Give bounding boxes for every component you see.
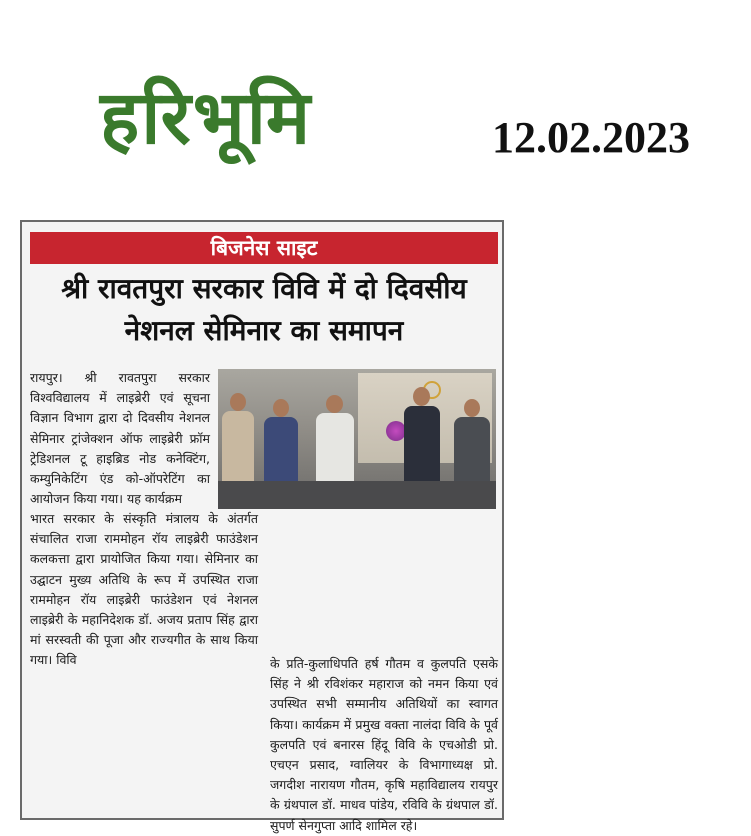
event-photo bbox=[218, 369, 496, 509]
article-text-left-cont: भारत सरकार के संस्कृति मंत्रालय के अंतर्गत संचालित राजा राममोहन रॉय लाइब्रेरी फाउंडेशन कलकत्ता द्वारा प्रायोजित किया गया। सेमिनार का उद्घाटन मुख्य अतिथि के रूप में उपस्थित राजा राममोहन रॉय लाइब्रेरी फाउंडेशन एवं नेशनल लाइब्रेरी के महानिदेशक डॉ. अजय प्रताप सिंह द्वारा मां सरस्वती की पूजा और राज्यगीत के साथ किया गया। विवि bbox=[30, 511, 258, 668]
headline-line-1: श्री रावतपुरा सरकार विवि में दो दिवसीय bbox=[61, 272, 467, 305]
headline-line-2: नेशनल सेमिनार का समापन bbox=[124, 314, 404, 347]
publication-date: 12.02.2023 bbox=[492, 113, 690, 162]
stage-table bbox=[218, 481, 496, 509]
newspaper-masthead: हरिभूमि bbox=[100, 75, 313, 161]
article-column-right bbox=[270, 654, 498, 836]
section-label: बिजनेस साइट bbox=[30, 232, 498, 264]
article-text-right: के प्रति-कुलाधिपति हर्ष गौतम व कुलपति एसके सिंह ने श्री रविशंकर महाराज को नमन किया एवं उपस्थित सभी सम्मानीय अतिथियों का स्वागत किया। कार्यक्रम में प्रमुख वक्ता नालंदा विवि के पूर्व कुलपति एवं बनारस हिंदू विवि के एचओडी प्रो. एचएन प्रसाद, ग्वालियर के विभागाध्यक्ष प्रो. जगदीश नारायण गौतम, कृषि महाविद्यालय रायपुर के ग्रंथपाल डॉ. माधव पांडेय, रविवि के ग्रंथपाल डॉ. सुपर्ण सेनगुप्ता आदि शामिल रहे। bbox=[270, 656, 498, 833]
article-headline bbox=[30, 268, 498, 352]
article-column-left bbox=[30, 368, 258, 671]
news-clipping bbox=[20, 220, 504, 833]
article-text-left: रायपुर। श्री रावतपुरा सरकार विश्वविद्यालय में लाइब्रेरी एवं सूचना विज्ञान विभाग द्वारा दो दिवसीय नेशनल सेमिनार ट्रांजेक्शन ऑफ लाइब्रेरी फ्रॉम ट्रेडिशनल टू हाइब्रिड नोड कनेक्टिंग, कम्युनिकेटिंग एंड को-ऑपरेटिंग का आयोजन किया गया। यह कार्यक्रम bbox=[30, 370, 210, 507]
flower-bouquet-icon bbox=[386, 421, 406, 441]
